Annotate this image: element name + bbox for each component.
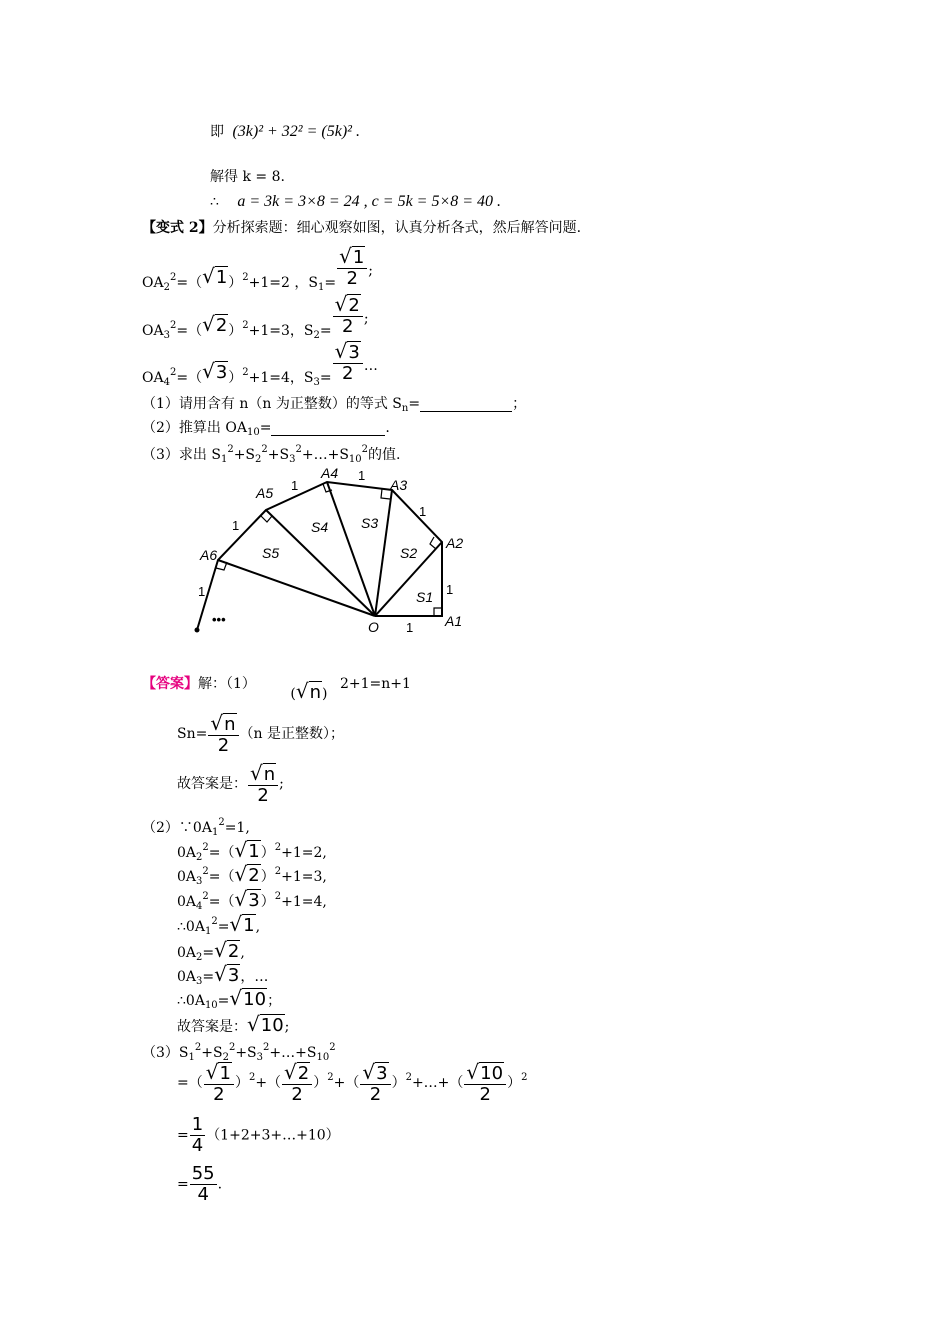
derivation-line-3 <box>210 194 501 210</box>
answer-2-row-3: $0A_4^2=(√3)^2+1=4$, <box>177 887 327 912</box>
label-side-OA1: 1 <box>406 620 414 635</box>
variant-text: 分析探索题：细心观察如图，认真分析各式，然后解答问题. <box>212 220 582 236</box>
right-angle-A2 <box>430 537 436 549</box>
segment-OA3 <box>375 490 392 616</box>
variant-heading <box>142 221 581 235</box>
label-side-A3A4: 1 <box>358 468 366 483</box>
answer-label: 【答案】 <box>142 676 198 692</box>
label-A5: A5 <box>256 485 274 501</box>
variant-row-2: $OA_3^2=(√2)^2+1=3$，$S_2=$ $\frac{√2}{2}$ ; <box>142 292 369 341</box>
derivation-line-1 <box>210 124 360 140</box>
answer-2-root-3: $0A_3=√3$，… <box>177 962 269 987</box>
answer-3-line-2: = $\frac{1}{4}$ （1+2+3+…+10） <box>177 1114 340 1156</box>
label-side-A6A7: 1 <box>198 584 206 599</box>
answer-2-head: $(2)\because 0A_1^2=1$, <box>142 817 250 838</box>
spiral-figure <box>180 462 480 642</box>
right-angle-A1 <box>434 608 442 616</box>
variant-row-1: $OA_2^2=(√1)^2+1=2$ ，$S_1=$ $\frac{√1}{2}$ ; <box>142 244 374 293</box>
label-A4: A4 <box>321 465 339 481</box>
label-A3: A3 <box>390 477 408 493</box>
variant-row-3: $OA_4^2=(√3)^2+1=4$，$S_3=$ $\frac{√3}{2}$ … <box>142 339 378 388</box>
segment-OA6 <box>218 560 375 616</box>
right-angle-A5 <box>261 516 272 522</box>
label-A2: A2 <box>446 535 464 551</box>
therefore-symbol: ∴ <box>210 194 219 210</box>
answer-2-final: 故答案是：√10; <box>177 1012 290 1036</box>
answer-2-row-1: $0A_2^2=(√1)^2+1=2$, <box>177 838 327 863</box>
question-1: （1）请用含有 n（n 为正整数）的等式 $S_n=$ ； <box>142 396 527 414</box>
label-S2: S2 <box>400 545 418 561</box>
label-A1: A1 <box>445 613 463 629</box>
answer-3-line-1: =（ $\frac{√1}{2}$ ）$^2$+（ $\frac{√2}{2}$ ）$^2$+（ $\frac{√3}{2}$ ）$^2$+…+（ $\frac{√10}{2}$ ）$^2$ <box>177 1060 528 1105</box>
label-A6: A6 <box>200 547 218 563</box>
label-S3: S3 <box>361 515 379 531</box>
equation-a-c: a = 3k = 3×8 = 24 , c = 5k = 5×8 = 40 . <box>237 193 502 210</box>
label-side-A1A2: 1 <box>446 582 454 597</box>
label-side-A2A3: 1 <box>419 504 427 519</box>
answer-blank-2 <box>271 421 385 436</box>
label-side-A4A5: 1 <box>291 478 299 493</box>
label-S4: S4 <box>311 519 329 535</box>
answer-1-final: 故答案是： $\frac{√n}{2}$ ; <box>177 761 284 806</box>
equation-squares: (3k)² + 32² = (5k)² . <box>232 123 360 140</box>
question-3: （3）求出 $S_1^2+S_2^2+S_3^2+\dots+S_{10}^2$的值. <box>142 444 401 465</box>
label-side-A5A6: 1 <box>232 518 240 533</box>
answer-blank-1 <box>420 397 512 412</box>
label-ellipsis: ••• <box>212 612 226 627</box>
label-O: O <box>368 619 379 635</box>
answer-2-row-2: $0A_3^2=(√2)^2+1=3$, <box>177 862 327 887</box>
label-S1: S1 <box>416 589 434 605</box>
answer-2-root-1: $\therefore 0A_1^2=√1$, <box>177 912 261 937</box>
question-2: （2）推算出 $OA_{10}=$ . <box>142 420 390 438</box>
label-S5: S5 <box>262 545 280 561</box>
answer-3-head: $(3)S_1^2+S_2^2+S_3^2+\dots+S_{10}^2$ <box>142 1042 336 1063</box>
variant-label: 【变式 2】 <box>142 220 213 236</box>
answer-2-root-2: $0A_2=√2$, <box>177 938 245 963</box>
answer-2-root-10: $\therefore 0A_{10}=√10$； <box>177 986 282 1011</box>
segment-OA4 <box>327 482 375 616</box>
answer-line-1: 【答案】解：（1） (√n) 2+1=n+1 <box>142 676 411 703</box>
answer-sn: Sn= $\frac{√n}{2}$ （n 是正整数）； <box>177 711 344 756</box>
derivation-line-2: 解得 k = 8. <box>210 169 285 185</box>
spiral-end-dot <box>195 628 200 633</box>
answer-3-line-3: = $\frac{55}{4}$ . <box>177 1163 223 1205</box>
text-ji: 即 <box>210 124 224 140</box>
